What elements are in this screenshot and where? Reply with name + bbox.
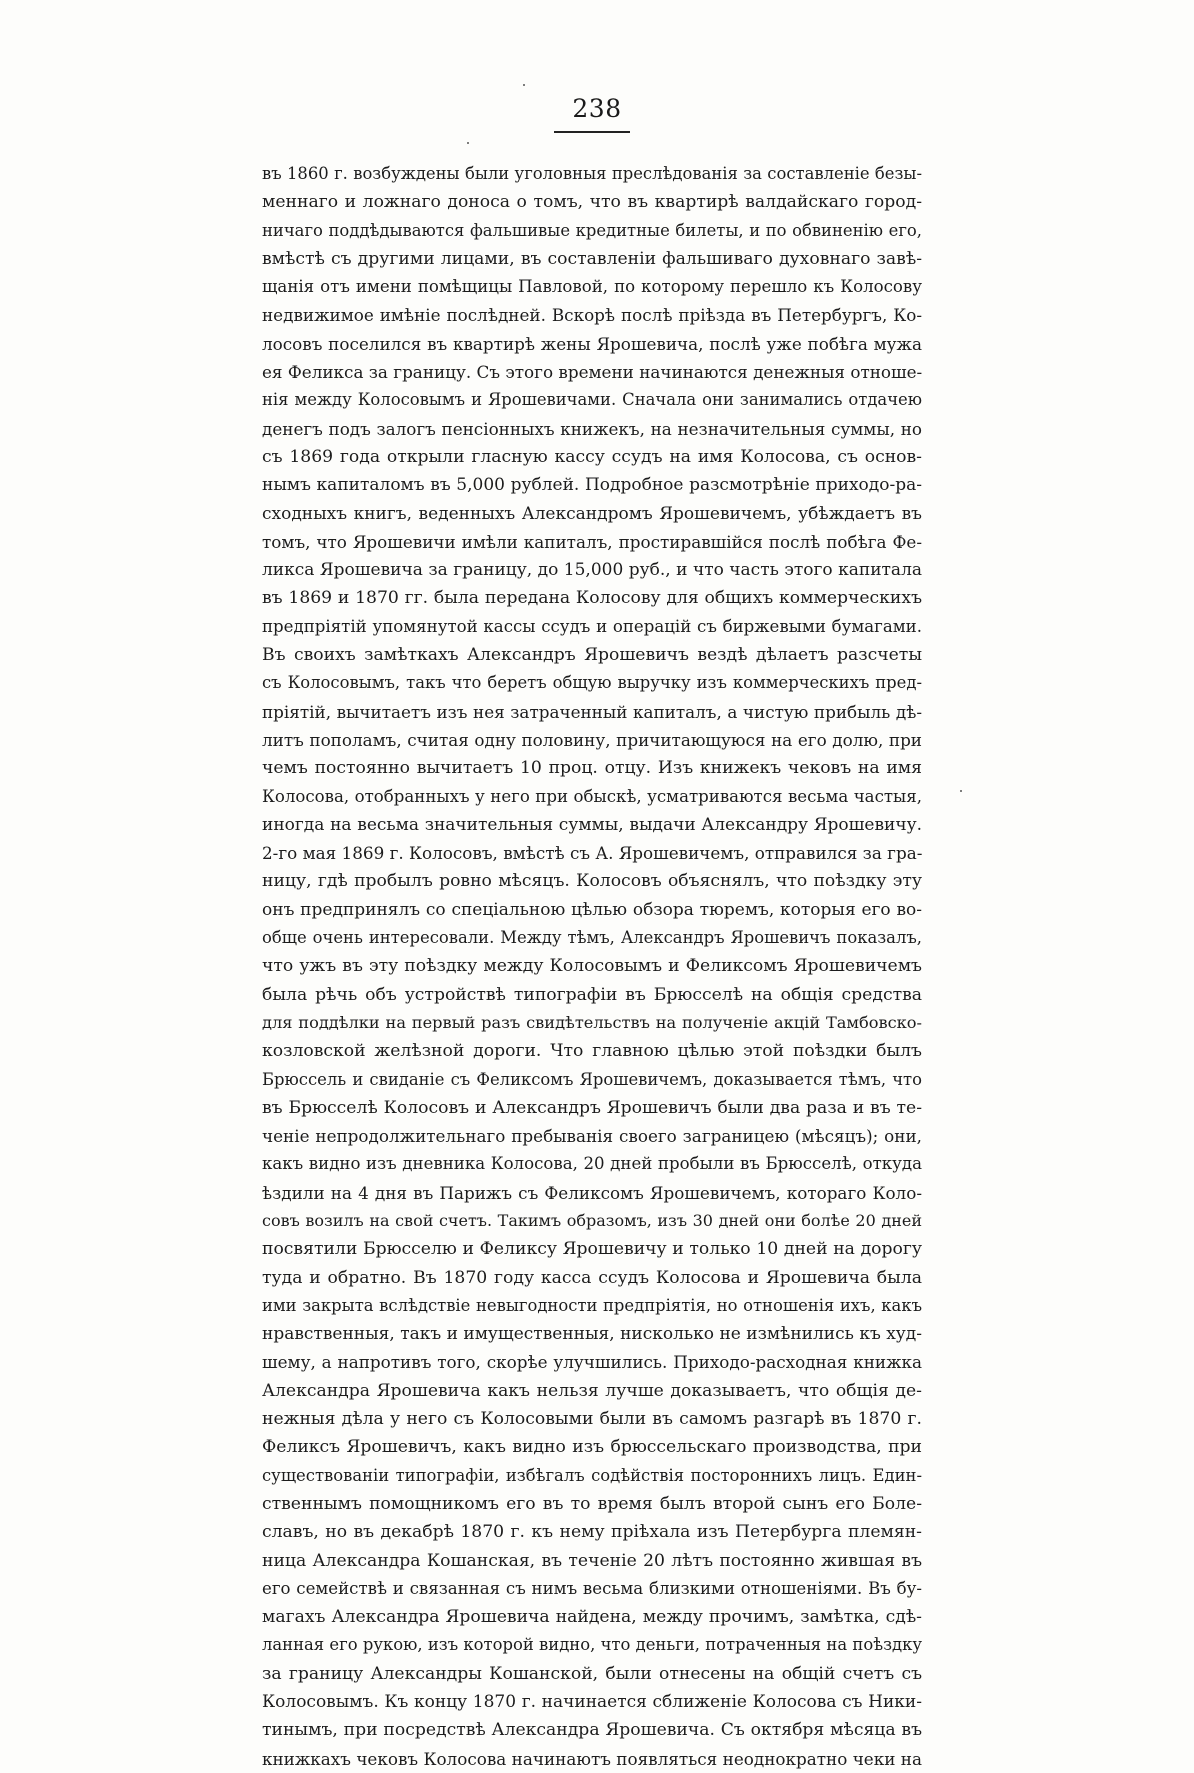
text-line: Александра Ярошевича какъ нельзя лучше доказываетъ, что общія де- [262, 1380, 922, 1401]
text-line: ченіе непродолжительнаго пребыванія своего заграницею (мѣсяцъ); они, [262, 1126, 922, 1147]
text-line: литъ пополамъ, считая одну половину, причитающуюся на его долю, при [262, 729, 922, 750]
text-line: славъ, но въ декабрѣ 1870 г. къ нему пріѣхала изъ Петербурга племян- [262, 1522, 922, 1543]
text-line: въ Брюсселѣ Колосовъ и Александръ Ярошевичъ были два раза и въ те- [262, 1097, 922, 1118]
text-line: ственнымъ помощникомъ его въ то время былъ второй сынъ его Боле- [262, 1493, 922, 1514]
text-line: предпріятій упомянутой кассы ссудъ и операцій съ биржевыми бумагами. [262, 616, 922, 636]
scan-speck [467, 142, 469, 144]
text-line: для поддѣлки на первый разъ свидѣтельствъ на полученіе акцій Тамбовско- [262, 1012, 922, 1032]
text-line: съ 1869 года открыли гласную кассу ссудъ на имя Колосова, съ основ- [262, 446, 922, 467]
text-line: лосовъ поселился въ квартирѣ жены Ярошевича, послѣ уже побѣга мужа [262, 333, 922, 354]
text-line: магахъ Александра Ярошевича найдена, между прочимъ, замѣтка, сдѣ- [262, 1607, 922, 1628]
text-line: за границу Александры Кошанской, были отнесены на общій счетъ съ [262, 1663, 922, 1684]
text-line: козловской желѣзной дороги. Что главною цѣлью этой поѣздки былъ [262, 1041, 922, 1062]
text-line: чемъ постоянно вычитаетъ 10 проц. отцу. Изъ книжекъ чековъ на имя [262, 758, 922, 779]
text-line: нравственныя, такъ и имущественныя, нисколько не измѣнились къ худ- [262, 1324, 922, 1345]
text-line: ея Феликса за границу. Съ этого времени начинаются денежныя отноше- [262, 362, 922, 383]
text-line: сходныхъ книгъ, веденныхъ Александромъ Ярошевичемъ, убѣждаетъ въ [262, 503, 922, 524]
body-text [262, 160, 922, 1773]
text-line: ликса Ярошевича за границу, до 15,000 руб., и что часть этого капитала [262, 560, 922, 581]
text-line: съ Колосовымъ, такъ что беретъ общую выручку изъ коммерческихъ пред- [262, 673, 922, 693]
text-line: туда и обратно. Въ 1870 году касса ссудъ Колосова и Ярошевича была [262, 1267, 922, 1288]
text-line: нія между Колосовымъ и Ярошевичами. Сначала они занимались отдачею [262, 390, 922, 410]
text-line: томъ, что Ярошевичи имѣли капиталъ, простиравшійся послѣ побѣга Фе- [262, 531, 922, 552]
page-number-rule [554, 131, 630, 133]
scan-speck [960, 790, 962, 792]
text-line: его семействѣ и связанная съ нимъ весьма близкими отношеніями. Въ бу- [262, 1578, 922, 1598]
text-line: денегъ подъ залогъ пенсіонныхъ книжекъ, на незначительныя суммы, но [262, 418, 922, 439]
text-line: посвятили Брюсселю и Феликсу Ярошевичу и только 10 дней на дорогу [262, 1239, 922, 1260]
text-line: въ 1860 г. возбуждены были уголовныя преслѣдованія за составленіе безы- [262, 164, 922, 183]
text-line: онъ предпринялъ со спеціальною цѣлью обзора тюремъ, которыя его во- [262, 899, 922, 920]
text-line: тинымъ, при посредствѣ Александра Ярошевича. Съ октября мѣсяца въ [262, 1720, 922, 1741]
text-line: Брюссель и свиданіе съ Феликсомъ Ярошевичемъ, доказывается тѣмъ, что [262, 1069, 922, 1089]
text-line: недвижимое имѣніе послѣдней. Вскорѣ послѣ пріѣзда въ Петербургъ, Ко- [262, 305, 922, 326]
text-line: ими закрыта вслѣдствіе невыгодности предпріятія, но отношенія ихъ, какъ [262, 1295, 922, 1315]
text-line: совъ возилъ на свой счетъ. Такимъ образомъ, изъ 30 дней они болѣе 20 дней [262, 1210, 922, 1230]
text-line: Колосова, отобранныхъ у него при обыскѣ, усматриваются весьма частыя, [262, 786, 922, 806]
text-line: ланная его рукою, изъ которой видно, что деньги, потраченныя на поѣздку [262, 1635, 922, 1655]
text-line: щанія отъ имени помѣщицы Павловой, по которому перешло къ Колосову [262, 277, 922, 297]
text-line: ницу, гдѣ пробылъ ровно мѣсяцъ. Колосовъ объяснялъ, что поѣздку эту [262, 871, 922, 892]
text-line: 2-го мая 1869 г. Колосовъ, вмѣстѣ съ А. Ярошевичемъ, отправился за гра- [262, 843, 922, 864]
text-line: шему, а напротивъ того, скорѣе улучшились. Приходо-расходная книжка [262, 1352, 922, 1373]
text-line: меннаго и ложнаго доноса о томъ, что въ квартирѣ валдайскаго город- [262, 192, 922, 213]
text-line: была рѣчь объ устройствѣ типографіи въ Брюсселѣ на общія средства [262, 984, 922, 1005]
text-line: существованіи типографіи, избѣгалъ содѣйствія постороннихъ лицъ. Един- [262, 1465, 922, 1485]
text-line: вмѣстѣ съ другими лицами, въ составленіи фальшиваго духовнаго завѣ- [262, 248, 922, 269]
text-line: пріятій, вычитаетъ изъ нея затраченный капиталъ, а чистую прибыль дѣ- [262, 701, 922, 722]
text-line: ѣздили на 4 дня въ Парижъ съ Феликсомъ Ярошевичемъ, котораго Коло- [262, 1182, 922, 1203]
text-line: Феликсъ Ярошевичъ, какъ видно изъ брюссельскаго производства, при [262, 1437, 922, 1458]
text-line: что ужъ въ эту поѣздку между Колосовымъ и Феликсомъ Ярошевичемъ [262, 956, 922, 977]
text-line: иногда на весьма значительныя суммы, выдачи Александру Ярошевичу. [262, 814, 922, 835]
text-line: нымъ капиталомъ въ 5,000 рублей. Подробное разсмотрѣніе приходо-ра- [262, 475, 922, 496]
text-line: въ 1869 и 1870 гг. была передана Колосову для общихъ коммерческихъ [262, 588, 922, 609]
text-line: ничаго поддѣдываются фальшивые кредитные билеты, и по обвиненію его, [262, 220, 922, 240]
page-number: 238 [572, 94, 622, 123]
text-line: Колосовымъ. Къ концу 1870 г. начинается сближеніе Колосова съ Ники- [262, 1692, 922, 1713]
text-line: Въ своихъ замѣткахъ Александръ Ярошевичъ вездѣ дѣлаетъ разсчеты [262, 645, 922, 666]
text-line: нежныя дѣла у него съ Колосовыми были въ самомъ разгарѣ въ 1870 г. [262, 1409, 922, 1430]
scan-speck [523, 84, 525, 86]
text-line: обще очень интересовали. Между тѣмъ, Александръ Ярошевичъ показалъ, [262, 928, 922, 948]
text-line: какъ видно изъ дневника Колосова, 20 дней пробыли въ Брюсселѣ, откуда [262, 1154, 922, 1174]
text-line: ница Александра Кошанская, въ теченіе 20 лѣтъ постоянно жившая въ [262, 1550, 922, 1571]
text-line: книжкахъ чековъ Колосова начинаютъ появляться неоднократно чеки на [262, 1748, 922, 1769]
